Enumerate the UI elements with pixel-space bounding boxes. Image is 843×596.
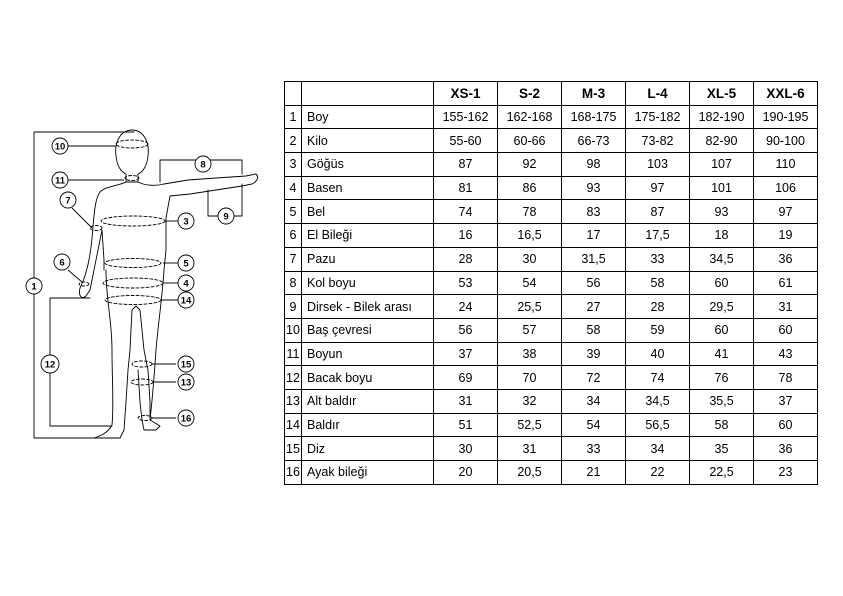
- row-number: 13: [285, 389, 302, 413]
- cell-value: 69: [434, 366, 498, 390]
- cell-value: 19: [754, 224, 818, 248]
- row-number: 7: [285, 247, 302, 271]
- cell-value: 60: [754, 318, 818, 342]
- callout-16: 16: [180, 413, 192, 425]
- cell-value: 37: [434, 342, 498, 366]
- cell-value: 33: [562, 437, 626, 461]
- cell-value: 103: [626, 153, 690, 177]
- cell-value: 78: [754, 366, 818, 390]
- cell-value: 61: [754, 271, 818, 295]
- table-row: [285, 271, 818, 295]
- row-number: 5: [285, 200, 302, 224]
- cell-value: 43: [754, 342, 818, 366]
- callout-10: 10: [54, 141, 66, 153]
- header-empty-name: [302, 82, 434, 106]
- cell-value: 101: [690, 176, 754, 200]
- measurement-name: Baldır: [302, 413, 434, 437]
- knee-ellipse: [132, 361, 152, 367]
- cell-value: 87: [434, 153, 498, 177]
- cell-value: 86: [498, 176, 562, 200]
- cell-value: 39: [562, 342, 626, 366]
- cell-value: 81: [434, 176, 498, 200]
- callout-6: 6: [59, 257, 65, 269]
- cell-value: 93: [690, 200, 754, 224]
- cell-value: 90-100: [754, 129, 818, 153]
- row-number: 4: [285, 176, 302, 200]
- table-row: [285, 153, 818, 177]
- row-number: 12: [285, 366, 302, 390]
- table-header-row: [285, 82, 818, 106]
- chest-ellipse: [101, 216, 165, 226]
- measurement-name: Bel: [302, 200, 434, 224]
- cell-value: 21: [562, 461, 626, 485]
- callout-7: 7: [65, 195, 71, 207]
- row-number: 15: [285, 437, 302, 461]
- cell-value: 36: [754, 437, 818, 461]
- callout-12: 12: [44, 359, 56, 371]
- cell-value: 28: [434, 247, 498, 271]
- callout-9: 9: [223, 211, 229, 223]
- cell-value: 31: [754, 295, 818, 319]
- cell-value: 97: [626, 176, 690, 200]
- cell-value: 82-90: [690, 129, 754, 153]
- cell-value: 58: [626, 271, 690, 295]
- cell-value: 22,5: [690, 461, 754, 485]
- table-row: [285, 413, 818, 437]
- cell-value: 35,5: [690, 389, 754, 413]
- table-row: [285, 389, 818, 413]
- cell-value: 74: [434, 200, 498, 224]
- cell-value: 60: [690, 271, 754, 295]
- measurement-name: Ayak bileği: [302, 461, 434, 485]
- table-row: [285, 366, 818, 390]
- cell-value: 40: [626, 342, 690, 366]
- waist-ellipse: [105, 259, 161, 268]
- callout-1: 1: [31, 281, 37, 293]
- cell-value: 76: [690, 366, 754, 390]
- row-number: 10: [285, 318, 302, 342]
- measurement-name: Göğüs: [302, 153, 434, 177]
- cell-value: 60: [754, 413, 818, 437]
- table-row: [285, 176, 818, 200]
- cell-value: 51: [434, 413, 498, 437]
- hip-ellipse: [103, 278, 163, 288]
- cell-value: 33: [626, 247, 690, 271]
- cell-value: 168-175: [562, 105, 626, 129]
- table-row: [285, 342, 818, 366]
- callout-13: 13: [180, 377, 192, 389]
- row-number: 14: [285, 413, 302, 437]
- measurement-name: Bacak boyu: [302, 366, 434, 390]
- table-row: [285, 295, 818, 319]
- cell-value: 34: [626, 437, 690, 461]
- cell-value: 155-162: [434, 105, 498, 129]
- row-number: 11: [285, 342, 302, 366]
- header-size-l: L-4: [626, 82, 690, 106]
- measurement-name: Boy: [302, 105, 434, 129]
- cell-value: 17,5: [626, 224, 690, 248]
- callout-11: 11: [54, 175, 66, 187]
- cell-value: 97: [754, 200, 818, 224]
- row-number: 1: [285, 105, 302, 129]
- cell-value: 107: [690, 153, 754, 177]
- row-number: 3: [285, 153, 302, 177]
- cell-value: 83: [562, 200, 626, 224]
- header-size-m: M-3: [562, 82, 626, 106]
- cell-value: 34,5: [690, 247, 754, 271]
- measurement-name: El Bileği: [302, 224, 434, 248]
- cell-value: 92: [498, 153, 562, 177]
- row-number: 2: [285, 129, 302, 153]
- table-row: [285, 461, 818, 485]
- cell-value: 182-190: [690, 105, 754, 129]
- table-row: [285, 318, 818, 342]
- callout-5: 5: [183, 258, 189, 270]
- cell-value: 17: [562, 224, 626, 248]
- measurement-name: Pazu: [302, 247, 434, 271]
- size-chart-table: [284, 81, 818, 485]
- row-number: 9: [285, 295, 302, 319]
- cell-value: 56: [434, 318, 498, 342]
- cell-value: 73-82: [626, 129, 690, 153]
- cell-value: 34,5: [626, 389, 690, 413]
- cell-value: 78: [498, 200, 562, 224]
- measurement-name: Dirsek - Bilek arası: [302, 295, 434, 319]
- cell-value: 53: [434, 271, 498, 295]
- head-ellipse: [116, 140, 148, 148]
- measurement-name: Kol boyu: [302, 271, 434, 295]
- cell-value: 87: [626, 200, 690, 224]
- cell-value: 31,5: [562, 247, 626, 271]
- cell-value: 28: [626, 295, 690, 319]
- neck-ellipse: [125, 176, 139, 181]
- cell-value: 35: [690, 437, 754, 461]
- leg-dimension-line: [50, 298, 112, 426]
- table-row: [285, 129, 818, 153]
- cell-value: 36: [754, 247, 818, 271]
- callout-15: 15: [180, 359, 192, 371]
- measurement-name: Alt baldır: [302, 389, 434, 413]
- table-row: [285, 224, 818, 248]
- cell-value: 175-182: [626, 105, 690, 129]
- table-row: [285, 437, 818, 461]
- measurement-name: Baş çevresi: [302, 318, 434, 342]
- header-size-xxl: XXL-6: [754, 82, 818, 106]
- cell-value: 56: [562, 271, 626, 295]
- cell-value: 57: [498, 318, 562, 342]
- cell-value: 56,5: [626, 413, 690, 437]
- callout-14: 14: [180, 295, 192, 307]
- measurement-name: Boyun: [302, 342, 434, 366]
- cell-value: 52,5: [498, 413, 562, 437]
- cell-value: 30: [434, 437, 498, 461]
- table-row: [285, 247, 818, 271]
- cell-value: 190-195: [754, 105, 818, 129]
- cell-value: 54: [498, 271, 562, 295]
- header-size-s: S-2: [498, 82, 562, 106]
- cell-value: 16: [434, 224, 498, 248]
- header-size-xs: XS-1: [434, 82, 498, 106]
- cell-value: 110: [754, 153, 818, 177]
- cell-value: 98: [562, 153, 626, 177]
- cell-value: 70: [498, 366, 562, 390]
- cell-value: 60-66: [498, 129, 562, 153]
- cell-value: 23: [754, 461, 818, 485]
- body-measurement-figure: [20, 120, 280, 450]
- cell-value: 55-60: [434, 129, 498, 153]
- cell-value: 34: [562, 389, 626, 413]
- thigh-ellipse: [105, 296, 161, 305]
- cell-value: 32: [498, 389, 562, 413]
- height-dimension-line: [34, 132, 134, 438]
- cell-value: 37: [754, 389, 818, 413]
- cell-value: 60: [690, 318, 754, 342]
- cell-value: 27: [562, 295, 626, 319]
- cell-value: 58: [690, 413, 754, 437]
- table-row: [285, 105, 818, 129]
- callout-4: 4: [183, 278, 189, 290]
- callout-3: 3: [183, 216, 189, 228]
- cell-value: 66-73: [562, 129, 626, 153]
- cell-value: 18: [690, 224, 754, 248]
- cell-value: 31: [498, 437, 562, 461]
- cell-value: 22: [626, 461, 690, 485]
- cell-value: 20,5: [498, 461, 562, 485]
- calf-ellipse: [131, 379, 153, 385]
- row-number: 16: [285, 461, 302, 485]
- cell-value: 106: [754, 176, 818, 200]
- header-size-xl: XL-5: [690, 82, 754, 106]
- cell-value: 29,5: [690, 295, 754, 319]
- cell-value: 20: [434, 461, 498, 485]
- cell-value: 38: [498, 342, 562, 366]
- cell-value: 59: [626, 318, 690, 342]
- wrist-ellipse: [79, 282, 89, 286]
- cell-value: 54: [562, 413, 626, 437]
- cell-value: 41: [690, 342, 754, 366]
- cell-value: 25,5: [498, 295, 562, 319]
- head-outline: [116, 130, 149, 182]
- measurement-name: Basen: [302, 176, 434, 200]
- row-number: 8: [285, 271, 302, 295]
- measurement-name: Diz: [302, 437, 434, 461]
- callout-8: 8: [200, 159, 206, 171]
- cell-value: 72: [562, 366, 626, 390]
- header-empty-no: [285, 82, 302, 106]
- cell-value: 74: [626, 366, 690, 390]
- cell-value: 16,5: [498, 224, 562, 248]
- cell-value: 31: [434, 389, 498, 413]
- table-row: [285, 200, 818, 224]
- cell-value: 30: [498, 247, 562, 271]
- cell-value: 58: [562, 318, 626, 342]
- cell-value: 93: [562, 176, 626, 200]
- cell-value: 162-168: [498, 105, 562, 129]
- cell-value: 24: [434, 295, 498, 319]
- measurement-name: Kilo: [302, 129, 434, 153]
- row-number: 6: [285, 224, 302, 248]
